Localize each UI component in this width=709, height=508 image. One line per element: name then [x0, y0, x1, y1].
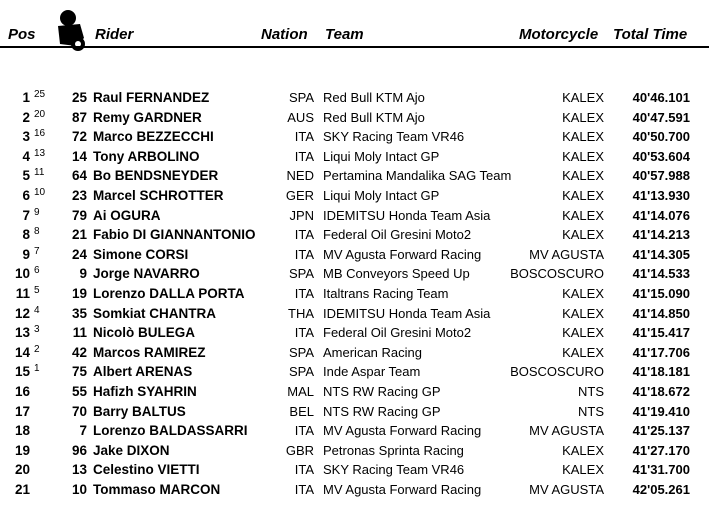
cell-rider-number: 79: [71, 207, 87, 223]
cell-motorcycle: KALEX: [562, 286, 604, 301]
cell-position: 11: [15, 286, 30, 301]
cell-motorcycle: KALEX: [562, 344, 604, 360]
cell-rider-name: Ai OGURA: [93, 207, 161, 223]
cell-team: American Racing: [323, 344, 422, 360]
cell-total-time: 41'14.213: [632, 227, 690, 243]
cell-nation: BEL: [289, 403, 314, 419]
header-motorcycle: Motorcycle: [519, 26, 599, 43]
cell-rider-number: 9: [79, 266, 87, 282]
cell-position: 15: [14, 364, 30, 380]
table-row: [0, 343, 709, 363]
cell-rider-name: Marco BEZZECCHI: [93, 129, 214, 145]
header-total-time: Total Time: [613, 26, 688, 43]
cell-motorcycle: MV AGUSTA: [529, 246, 604, 262]
cell-total-time: 42'05.261: [632, 482, 690, 497]
cell-rider-number: 24: [71, 246, 87, 262]
cell-team: Liqui Moly Intact GP: [323, 148, 440, 164]
cell-total-time: 41'15.417: [632, 325, 690, 341]
cell-team: NTS RW Racing GP: [323, 403, 441, 419]
cell-total-time: 40'50.700: [632, 129, 690, 145]
cell-team: Pertamina Mandalika SAG Team: [323, 168, 512, 184]
cell-rider-number: 10: [71, 482, 87, 497]
cell-points: 5: [34, 285, 40, 296]
cell-team: Petronas Sprinta Racing: [323, 442, 464, 458]
cell-rider-number: 87: [71, 109, 87, 125]
cell-position: 13: [14, 325, 30, 341]
cell-position: 1: [22, 90, 30, 105]
cell-rider-name: Marcos RAMIREZ: [93, 344, 206, 360]
cell-rider-number: 23: [71, 188, 87, 203]
cell-total-time: 41'27.170: [632, 442, 690, 458]
cell-position: 20: [14, 462, 30, 478]
cell-nation: SPA: [288, 344, 314, 360]
cell-rider-name: Barry BALTUS: [93, 403, 186, 419]
cell-points: 6: [34, 265, 40, 277]
table-row: [0, 304, 709, 324]
cell-team: MV Agusta Forward Racing: [323, 423, 482, 439]
cell-position: 16: [14, 384, 30, 399]
cell-team: SKY Racing Team VR46: [323, 462, 465, 478]
cell-nation: ITA: [294, 286, 314, 301]
cell-points: 16: [34, 128, 46, 140]
table-row: [0, 108, 709, 128]
cell-total-time: 41'17.706: [632, 344, 690, 360]
table-row: [0, 206, 709, 226]
cell-rider-number: 42: [71, 344, 87, 360]
cell-rider-name: Somkiat CHANTRA: [93, 305, 217, 321]
cell-rider-number: 70: [71, 403, 87, 419]
cell-team: Federal Oil Gresini Moto2: [323, 325, 472, 341]
cell-points: 8: [34, 226, 40, 238]
cell-motorcycle: KALEX: [562, 168, 604, 184]
cell-rider-name: Lorenzo BALDASSARRI: [93, 423, 248, 439]
cell-rider-name: Lorenzo DALLA PORTA: [93, 286, 245, 301]
table-row: [0, 421, 709, 441]
cell-nation: ITA: [294, 227, 314, 243]
table-row: [0, 166, 709, 186]
cell-team: IDEMITSU Honda Team Asia: [323, 207, 491, 223]
cell-rider-name: Hafizh SYAHRIN: [93, 384, 197, 399]
table-row: [0, 480, 709, 500]
cell-rider-number: 64: [71, 168, 87, 184]
cell-rider-number: 14: [71, 148, 87, 164]
cell-position: 19: [14, 442, 30, 458]
cell-total-time: 41'18.672: [632, 384, 690, 399]
cell-points: 1: [34, 363, 40, 375]
cell-motorcycle: NTS: [578, 403, 604, 419]
cell-motorcycle: MV AGUSTA: [529, 423, 604, 439]
header-divider: [0, 46, 709, 48]
cell-rider-name: Celestino VIETTI: [93, 462, 200, 478]
cell-position: 3: [22, 129, 30, 145]
cell-nation: ITA: [294, 482, 314, 497]
cell-position: 6: [22, 188, 30, 203]
header-nation: Nation: [261, 26, 308, 43]
cell-position: 21: [14, 482, 30, 497]
cell-team: Red Bull KTM Ajo: [323, 90, 425, 105]
header-pos: Pos: [8, 26, 36, 43]
cell-position: 9: [22, 246, 30, 262]
cell-rider-number: 75: [71, 364, 87, 380]
cell-motorcycle: KALEX: [562, 227, 604, 243]
table-row: [0, 441, 709, 461]
cell-total-time: 41'13.930: [632, 188, 690, 203]
cell-rider-number: 72: [71, 129, 87, 145]
cell-rider-number: 55: [71, 384, 87, 399]
cell-team: MB Conveyors Speed Up: [323, 266, 470, 282]
cell-points: 9: [34, 206, 40, 218]
table-row: [0, 382, 709, 402]
cell-rider-number: 11: [72, 325, 87, 341]
cell-position: 12: [14, 305, 30, 321]
cell-points: 7: [34, 245, 40, 257]
cell-nation: GER: [285, 188, 314, 203]
results-header: [0, 0, 709, 52]
cell-motorcycle: MV AGUSTA: [529, 482, 604, 497]
cell-rider-name: Raul FERNANDEZ: [93, 90, 210, 105]
cell-team: NTS RW Racing GP: [323, 384, 441, 399]
cell-rider-name: Nicolò BULEGA: [93, 325, 196, 341]
cell-rider-number: 25: [71, 90, 87, 105]
cell-total-time: 41'18.181: [632, 364, 690, 380]
cell-rider-number: 19: [71, 286, 87, 301]
cell-rider-name: Marcel SCHROTTER: [93, 188, 224, 203]
cell-motorcycle: KALEX: [562, 305, 604, 321]
cell-nation: SPA: [288, 90, 314, 105]
cell-total-time: 41'25.137: [632, 423, 690, 439]
cell-motorcycle: KALEX: [562, 188, 604, 203]
cell-rider-number: 35: [71, 305, 87, 321]
cell-team: Red Bull KTM Ajo: [323, 109, 425, 125]
cell-rider-name: Bo BENDSNEYDER: [93, 168, 219, 184]
cell-team: MV Agusta Forward Racing: [323, 246, 482, 262]
cell-points: 20: [34, 108, 46, 120]
cell-nation: THA: [288, 305, 314, 321]
header-team: Team: [325, 26, 364, 43]
cell-rider-name: Jorge NAVARRO: [93, 266, 200, 282]
cell-nation: AUS: [287, 109, 314, 125]
cell-team: Federal Oil Gresini Moto2: [323, 227, 472, 243]
cell-points: 25: [34, 89, 46, 100]
cell-nation: ITA: [294, 129, 314, 145]
cell-nation: MAL: [287, 384, 314, 399]
cell-nation: GBR: [285, 442, 314, 458]
cell-position: 7: [22, 207, 30, 223]
cell-total-time: 41'14.305: [632, 246, 690, 262]
cell-position: 2: [22, 109, 30, 125]
cell-points: 2: [34, 343, 40, 355]
table-row: [0, 186, 709, 206]
cell-total-time: 40'47.591: [632, 109, 690, 125]
cell-motorcycle: KALEX: [562, 207, 604, 223]
cell-nation: ITA: [294, 462, 314, 478]
table-row: [0, 245, 709, 265]
cell-motorcycle: KALEX: [562, 129, 604, 145]
table-row: [0, 88, 709, 108]
cell-points: 10: [34, 187, 46, 198]
cell-rider-number: 21: [71, 227, 87, 243]
cell-position: 17: [14, 403, 30, 419]
cell-points: 11: [34, 167, 45, 179]
cell-total-time: 41'15.090: [632, 286, 690, 301]
cell-rider-number: 96: [71, 442, 87, 458]
cell-rider-name: Simone CORSI: [93, 246, 189, 262]
cell-nation: SPA: [288, 364, 314, 380]
table-row: [0, 225, 709, 245]
cell-motorcycle: KALEX: [562, 109, 604, 125]
cell-rider-name: Tommaso MARCON: [93, 482, 221, 497]
cell-position: 5: [22, 168, 30, 184]
cell-total-time: 40'46.101: [632, 90, 690, 105]
cell-position: 8: [22, 227, 30, 243]
cell-motorcycle: NTS: [578, 384, 604, 399]
cell-position: 18: [14, 423, 30, 439]
cell-total-time: 41'31.700: [632, 462, 690, 478]
cell-motorcycle: KALEX: [562, 462, 604, 478]
cell-position: 4: [22, 148, 30, 164]
cell-motorcycle: KALEX: [562, 442, 604, 458]
cell-motorcycle: BOSCOSCURO: [510, 266, 604, 282]
cell-total-time: 41'14.533: [632, 266, 690, 282]
cell-rider-number: 7: [79, 423, 87, 439]
table-row: [0, 460, 709, 480]
cell-rider-name: Fabio DI GIANNANTONIO: [93, 227, 256, 243]
cell-nation: NED: [286, 168, 314, 184]
cell-team: Inde Aspar Team: [323, 364, 421, 380]
cell-team: Liqui Moly Intact GP: [323, 188, 440, 203]
cell-total-time: 41'14.850: [632, 305, 690, 321]
cell-nation: ITA: [294, 423, 314, 439]
cell-team: Italtrans Racing Team: [323, 286, 449, 301]
cell-total-time: 40'57.988: [632, 168, 690, 184]
cell-team: SKY Racing Team VR46: [323, 129, 465, 145]
header-rider: Rider: [95, 26, 134, 43]
cell-motorcycle: KALEX: [562, 90, 604, 105]
cell-rider-name: Albert ARENAS: [93, 364, 193, 380]
cell-motorcycle: KALEX: [562, 325, 604, 341]
cell-nation: ITA: [294, 325, 314, 341]
table-row: [0, 147, 709, 167]
table-row: [0, 264, 709, 284]
cell-rider-number: 13: [71, 462, 87, 478]
cell-nation: ITA: [294, 246, 314, 262]
cell-points: 4: [34, 304, 40, 316]
cell-total-time: 41'19.410: [632, 403, 690, 419]
table-row: [0, 362, 709, 382]
cell-total-time: 41'14.076: [632, 207, 690, 223]
cell-rider-name: Tony ARBOLINO: [93, 148, 200, 164]
table-row: [0, 323, 709, 343]
cell-position: 14: [14, 344, 30, 360]
table-row: [0, 402, 709, 422]
cell-rider-name: Jake DIXON: [93, 442, 170, 458]
cell-motorcycle: KALEX: [562, 148, 604, 164]
cell-nation: SPA: [288, 266, 314, 282]
cell-points: 13: [34, 147, 46, 159]
cell-team: IDEMITSU Honda Team Asia: [323, 305, 491, 321]
table-row: [0, 284, 709, 304]
cell-position: 10: [14, 266, 30, 282]
cell-nation: JPN: [289, 207, 314, 223]
table-row: [0, 127, 709, 147]
cell-rider-name: Remy GARDNER: [93, 109, 202, 125]
cell-points: 3: [34, 324, 40, 336]
cell-team: MV Agusta Forward Racing: [323, 482, 482, 497]
cell-total-time: 40'53.604: [632, 148, 690, 164]
cell-nation: ITA: [294, 148, 314, 164]
cell-motorcycle: BOSCOSCURO: [510, 364, 604, 380]
